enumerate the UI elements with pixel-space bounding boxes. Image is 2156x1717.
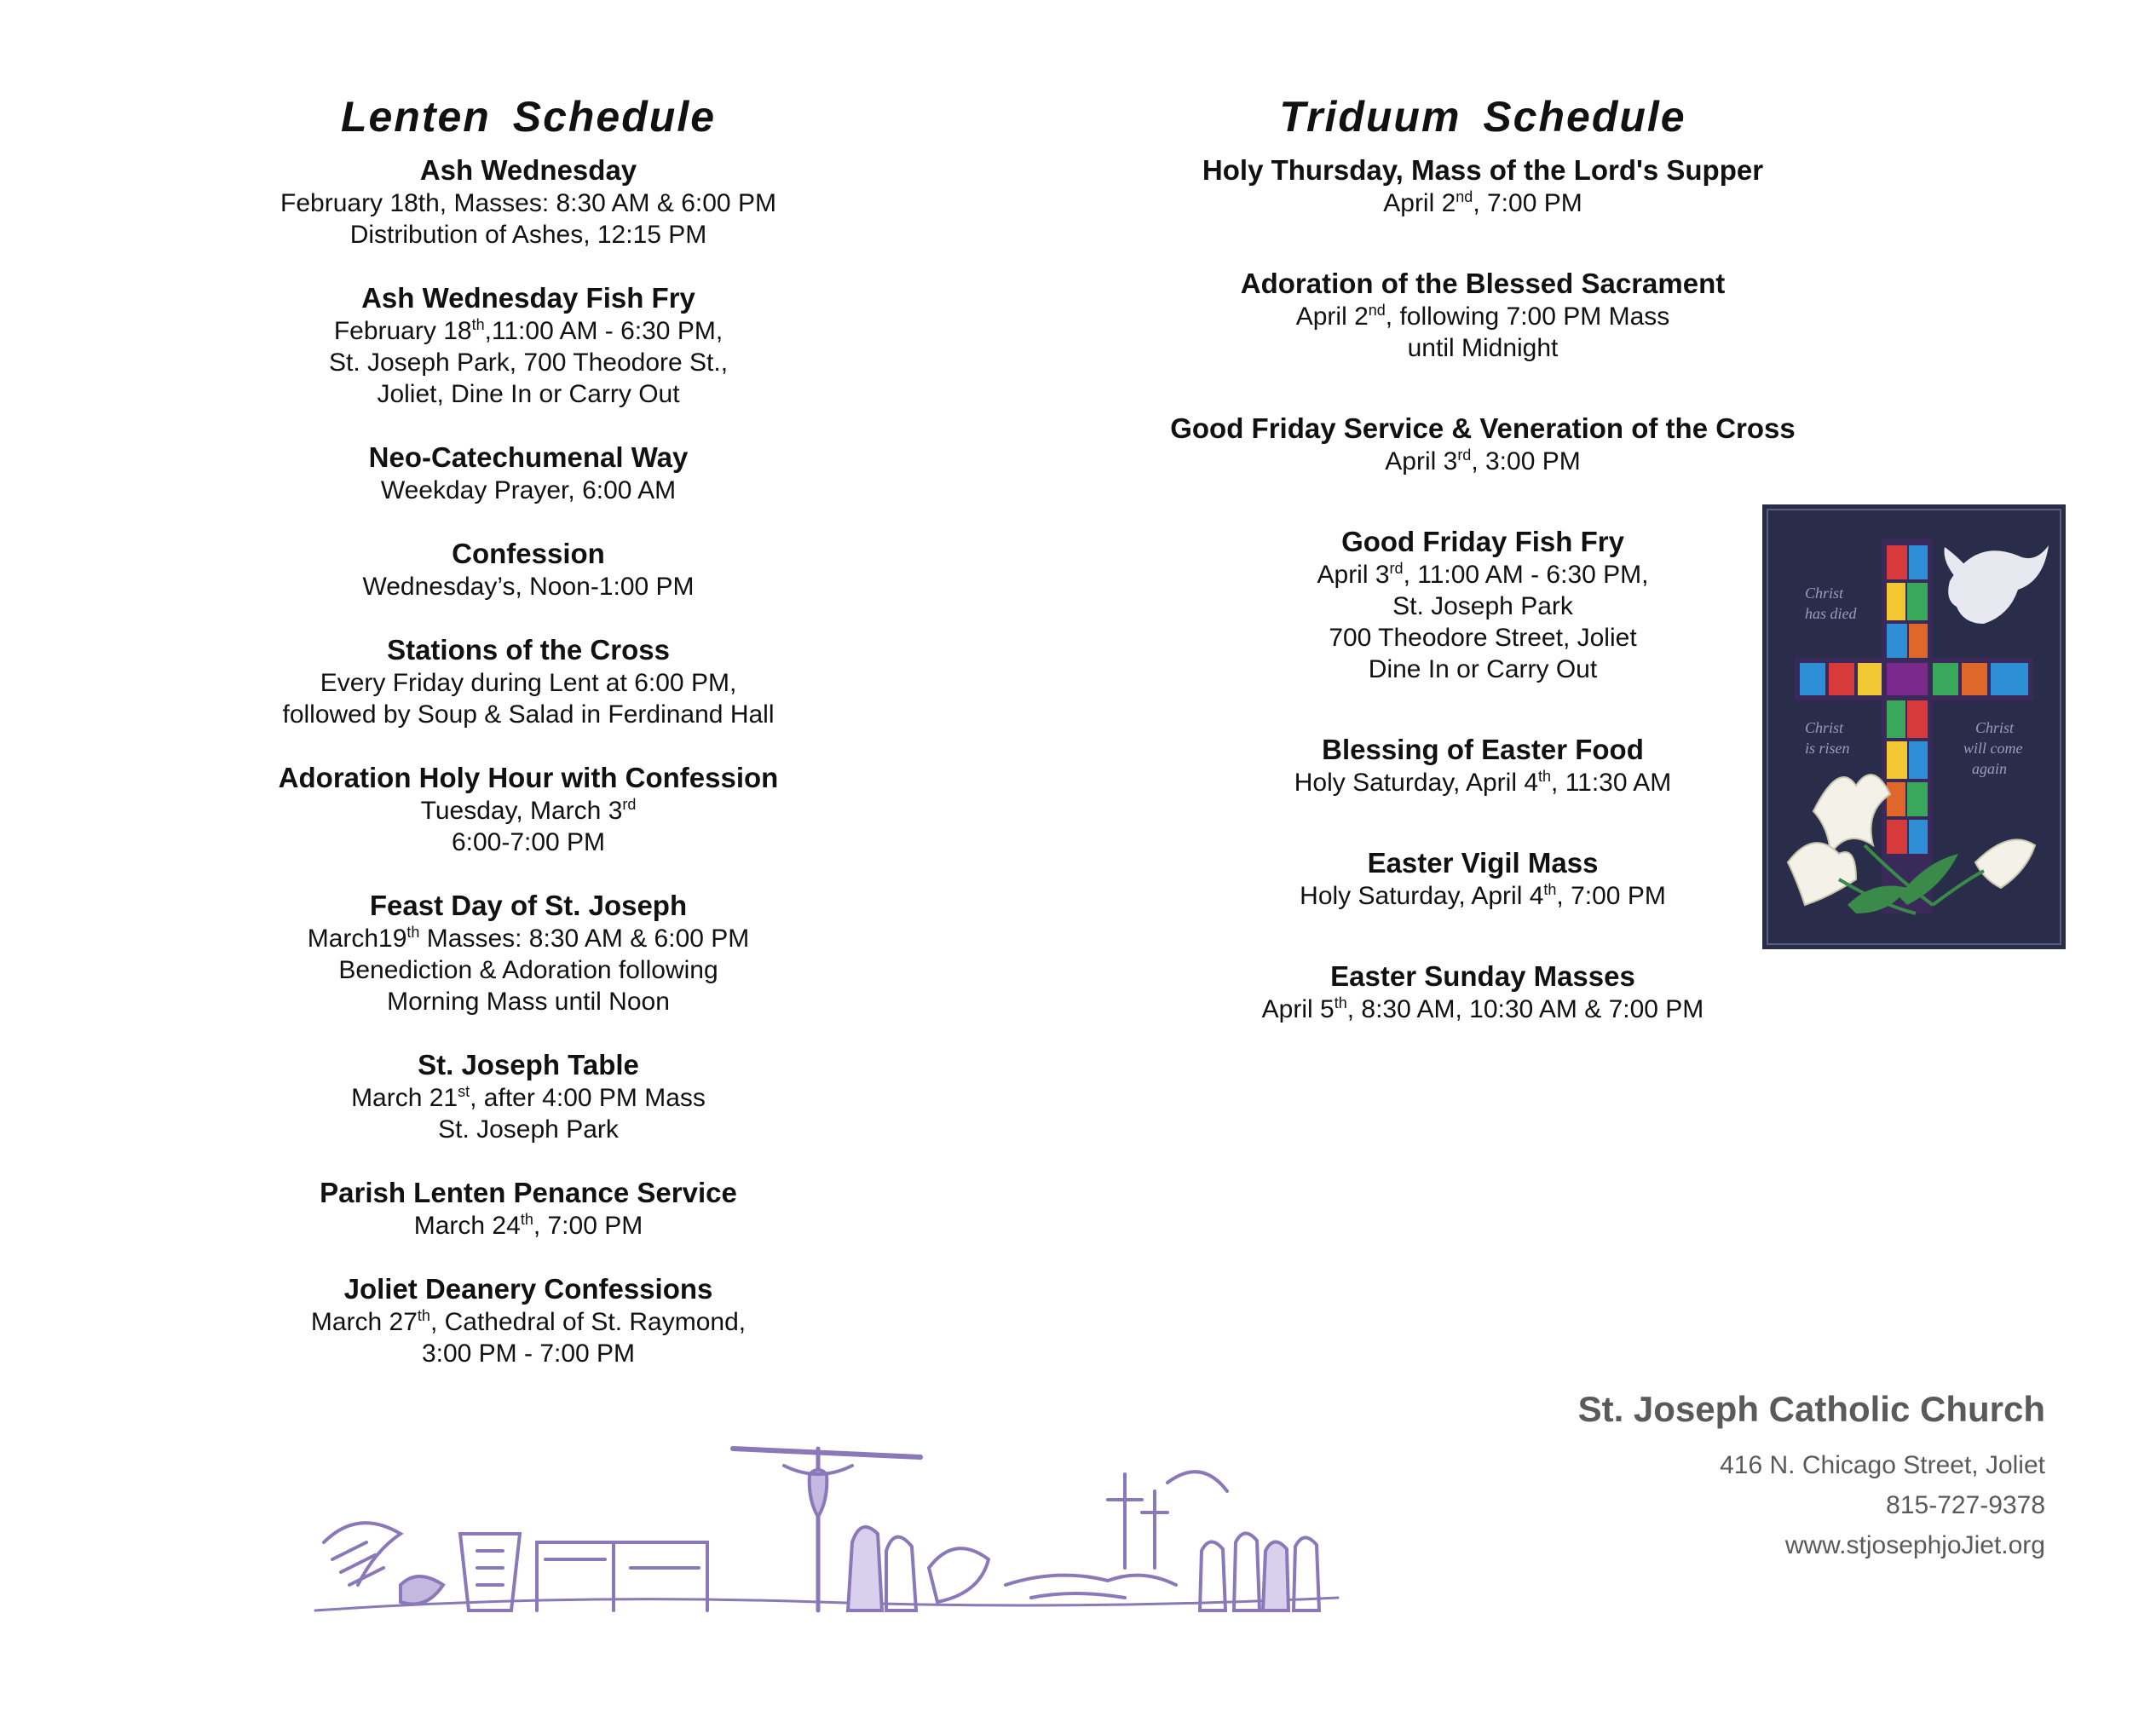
event-detail-line <box>213 923 844 954</box>
event-detail-line: Distribution of Ashes, 12:15 PM <box>349 221 707 249</box>
event-title: St. Joseph Table <box>418 1049 639 1080</box>
event-detail-text-after: , after 4:00 PM Mass <box>470 1084 706 1112</box>
event-detail-line: until Midnight <box>1407 334 1559 362</box>
church-phone: 815-727-9378 <box>1886 1491 2045 1519</box>
schedule-event <box>1133 959 1832 1025</box>
event-detail-text: March 24 <box>413 1212 521 1240</box>
event-detail-line <box>213 315 844 347</box>
event-detail-line <box>213 795 844 827</box>
event-detail-text-after: , 3:00 PM <box>1471 447 1581 475</box>
card-text-is-risen: is risen <box>1805 740 1850 757</box>
event-detail-text-after: , 11:00 AM - 6:30 PM, <box>1403 561 1649 589</box>
ordinal-suffix: th <box>406 924 420 941</box>
event-detail-text: April 3 <box>1317 561 1390 589</box>
event-detail-line: Wednesday’s, Noon-1:00 PM <box>362 573 695 601</box>
triduum-schedule-column <box>1133 92 1832 1073</box>
event-detail-text-after: , following 7:00 PM Mass <box>1385 302 1670 331</box>
event-detail-text-after: , 7:00 PM <box>533 1212 643 1240</box>
church-name: St. Joseph Catholic Church <box>1577 1389 2045 1429</box>
event-detail-line: Benediction & Adoration following <box>338 956 718 984</box>
event-detail-line <box>1133 301 1832 332</box>
event-detail-line: 6:00-7:00 PM <box>451 828 606 856</box>
event-detail-line <box>1133 767 1832 798</box>
card-text-christ-1: Christ <box>1805 585 1844 602</box>
ordinal-suffix: th <box>471 316 485 333</box>
schedule-event <box>1133 267 1832 364</box>
ordinal-suffix: th <box>520 1211 533 1228</box>
event-title: Adoration of the Blessed Sacrament <box>1240 268 1726 299</box>
schedule-event <box>1133 525 1832 685</box>
card-text-christ-3: Christ <box>1975 719 2015 736</box>
ordinal-suffix: rd <box>622 796 637 813</box>
event-detail-text-after: , 7:00 PM <box>1473 189 1582 217</box>
event-detail-text: April 3 <box>1385 447 1458 475</box>
schedule-event <box>213 153 844 251</box>
event-detail-line: St. Joseph Park <box>1392 592 1573 620</box>
event-title: Parish Lenten Penance Service <box>320 1177 737 1208</box>
event-title: Neo-Catechumenal Way <box>368 441 689 473</box>
event-title: Ash Wednesday <box>419 154 637 186</box>
passion-sketch-illustration-icon <box>307 1440 1346 1628</box>
event-title: Blessing of Easter Food <box>1322 734 1644 765</box>
event-detail-line: Weekday Prayer, 6:00 AM <box>380 476 677 504</box>
schedule-event <box>213 281 844 410</box>
event-detail-text-after: ,11:00 AM - 6:30 PM, <box>484 317 723 345</box>
event-detail-line: St. Joseph Park, 700 Theodore St., <box>328 349 729 377</box>
schedule-event <box>1133 733 1832 798</box>
event-detail-line <box>1133 559 1832 591</box>
event-detail-line <box>1133 880 1832 912</box>
event-detail-line: 3:00 PM - 7:00 PM <box>421 1340 636 1368</box>
event-detail-text-after: , 11:30 AM <box>1551 769 1672 797</box>
card-text-has-died: has died <box>1805 605 1857 622</box>
event-detail-line: followed by Soup & Salad in Ferdinand Hall <box>282 700 775 729</box>
event-detail-text: Holy Saturday, April 4 <box>1294 769 1539 797</box>
event-detail-line <box>1133 446 1832 477</box>
event-title: Easter Vigil Mass <box>1367 847 1599 879</box>
lenten-schedule-column <box>213 92 844 1400</box>
event-detail-line <box>1133 187 1832 219</box>
event-title: Good Friday Fish Fry <box>1341 526 1624 557</box>
ordinal-suffix: rd <box>1389 560 1404 577</box>
event-title: Confession <box>452 538 605 569</box>
event-detail-text: Holy Saturday, April 4 <box>1300 882 1544 910</box>
event-title: Adoration Holy Hour with Confession <box>278 762 779 793</box>
lenten-events-list <box>213 153 844 1369</box>
card-text-will-come: will come <box>1963 740 2023 757</box>
ordinal-suffix: th <box>1334 994 1347 1011</box>
schedule-event <box>213 1176 844 1242</box>
schedule-event <box>213 1048 844 1145</box>
event-detail-text-after: , 7:00 PM <box>1556 882 1666 910</box>
event-detail-line: February 18th, Masses: 8:30 AM & 6:00 PM <box>280 189 776 217</box>
event-detail-line <box>213 1210 844 1242</box>
ordinal-suffix: nd <box>1456 188 1473 205</box>
event-detail-text: March19 <box>307 925 407 953</box>
stained-glass-cross-card-icon <box>1762 504 2066 949</box>
event-detail-line: Joliet, Dine In or Carry Out <box>377 380 680 408</box>
event-title: Feast Day of St. Joseph <box>369 890 688 921</box>
event-title: Easter Sunday Masses <box>1330 960 1635 992</box>
event-title: Ash Wednesday Fish Fry <box>361 282 695 314</box>
event-detail-text: April 5 <box>1261 995 1335 1023</box>
card-text-christ-2: Christ <box>1805 719 1844 736</box>
triduum-heading: Triduum Schedule <box>1279 93 1686 141</box>
church-address: 416 N. Chicago Street, Joliet <box>1720 1451 2045 1479</box>
lenten-heading: Lenten Schedule <box>340 93 717 141</box>
ordinal-suffix: nd <box>1368 302 1386 319</box>
event-detail-text: Tuesday, March 3 <box>420 797 623 825</box>
schedule-event <box>1133 846 1832 912</box>
schedule-event <box>213 1272 844 1369</box>
event-detail-text: April 2 <box>1383 189 1456 217</box>
ordinal-suffix: st <box>458 1083 470 1100</box>
ordinal-suffix: th <box>1543 881 1557 898</box>
event-detail-text: March 21 <box>351 1084 458 1112</box>
ordinal-suffix: th <box>1538 768 1552 785</box>
ordinal-suffix: rd <box>1457 447 1472 464</box>
schedule-event <box>213 761 844 858</box>
event-detail-line: 700 Theodore Street, Joliet <box>1329 624 1637 652</box>
event-detail-line: Every Friday during Lent at 6:00 PM, <box>320 669 737 697</box>
card-text-again: again <box>1972 760 2008 777</box>
event-title: Good Friday Service & Veneration of the Cross <box>1170 412 1796 444</box>
event-title: Stations of the Cross <box>387 634 670 665</box>
event-title: Joliet Deanery Confessions <box>343 1273 713 1305</box>
church-website[interactable]: www.stjosephjoJiet.org <box>1784 1531 2045 1559</box>
event-detail-line: Morning Mass until Noon <box>387 988 670 1016</box>
schedule-event <box>213 537 844 602</box>
event-title: Holy Thursday, Mass of the Lord's Supper <box>1202 154 1764 186</box>
schedule-event <box>213 889 844 1017</box>
ordinal-suffix: th <box>417 1307 430 1324</box>
triduum-events-list <box>1133 153 1832 1025</box>
event-detail-line: St. Joseph Park <box>438 1115 619 1144</box>
event-detail-line <box>213 1082 844 1114</box>
event-detail-line <box>213 1306 844 1338</box>
schedule-event <box>1133 153 1832 219</box>
event-detail-text: March 27 <box>310 1308 418 1336</box>
event-detail-text-after: Masses: 8:30 AM & 6:00 PM <box>419 925 750 953</box>
church-contact-block <box>1500 1389 2045 1565</box>
event-detail-line <box>1133 994 1832 1025</box>
event-detail-text-after: , 8:30 AM, 10:30 AM & 7:00 PM <box>1346 995 1704 1023</box>
schedule-event <box>213 633 844 730</box>
event-detail-line: Dine In or Carry Out <box>1368 655 1598 683</box>
event-detail-text: February 18 <box>333 317 472 345</box>
event-detail-text: April 2 <box>1295 302 1369 331</box>
schedule-event <box>1133 412 1832 477</box>
schedule-event <box>213 441 844 506</box>
event-detail-text-after: , Cathedral of St. Raymond, <box>429 1308 747 1336</box>
